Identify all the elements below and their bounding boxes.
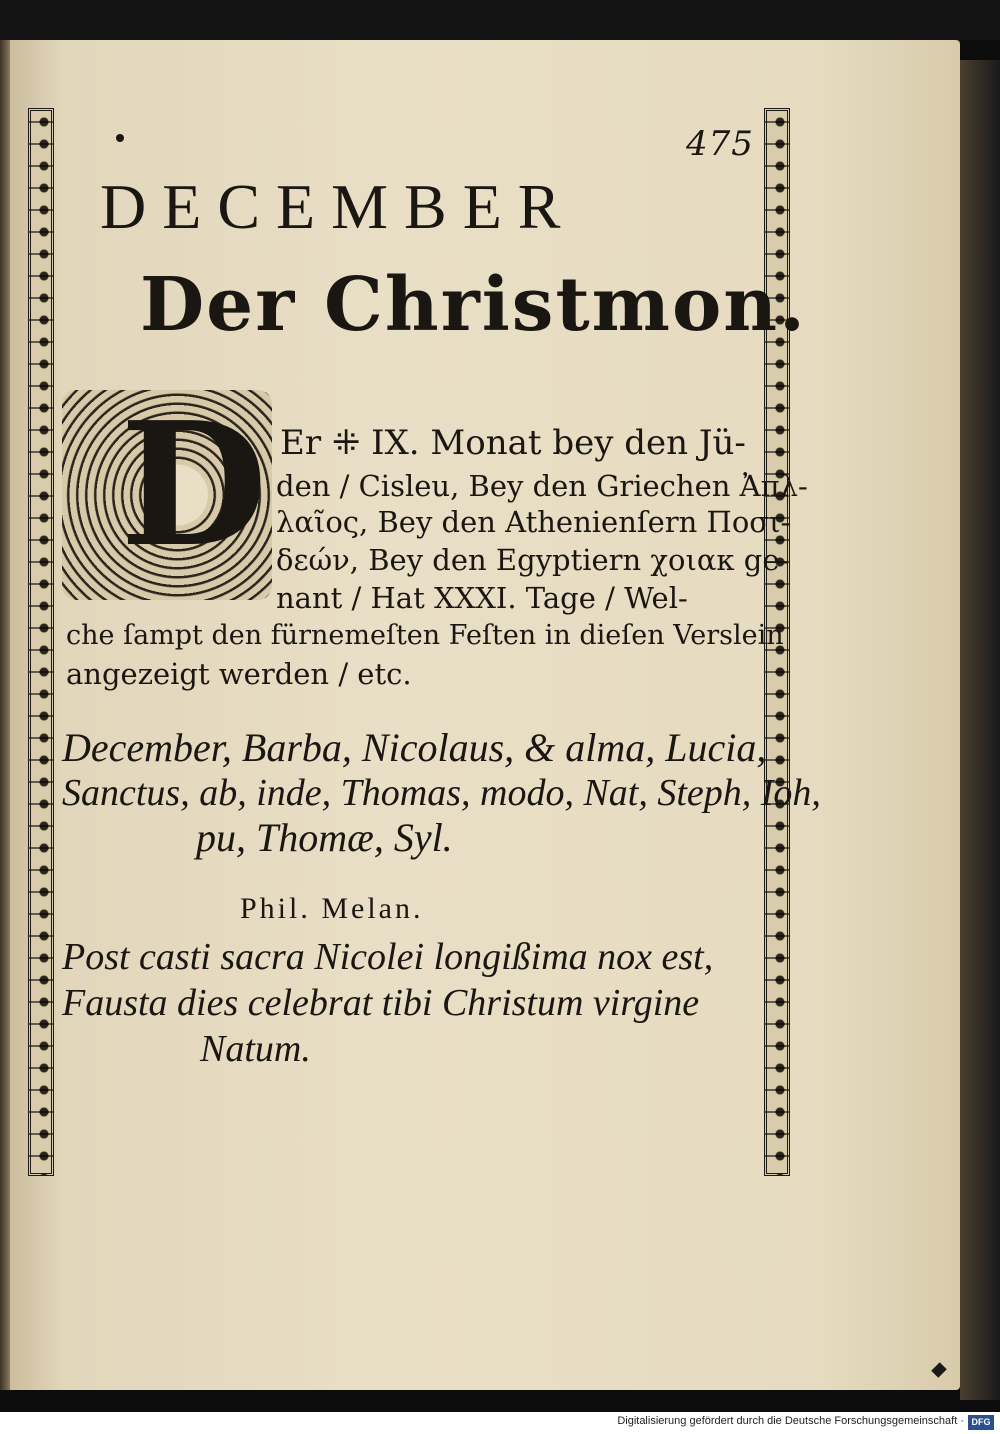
scan-top-edge [0, 0, 1000, 40]
initial-letter: D [120, 385, 268, 585]
dfg-logo-icon: DFG [968, 1415, 994, 1430]
paragraph-line: λαῖος, Bey den Athenienſern Ποσι- [276, 505, 791, 539]
ornament-dot [116, 134, 124, 142]
book-spine [0, 40, 10, 1390]
verse-line: December, Barba, Nicolaus, & alma, Lucia, [62, 725, 767, 770]
distich-line: Post casti sacra Nicolei longißima nox est, [62, 936, 714, 978]
paragraph-line: δεών, Bey den Egyptiern χοιακ ge- [276, 543, 790, 577]
paragraph-line: nant / Hat XXXI. Tage / Wel- [276, 581, 688, 615]
page-edge-shadow [960, 60, 1000, 1400]
footer-credit: Digitalisierung gefördert durch die Deutsche Forschungsgemeinschaft · [617, 1415, 964, 1427]
page-number: 475 [686, 124, 754, 164]
distich-line: Natum. [200, 1028, 311, 1070]
distich-line: Fausta dies celebrat tibi Christum virgine [62, 982, 700, 1024]
ornamental-border-left [28, 108, 54, 1176]
verse-line: Sanctus, ab, inde, Thomas, modo, Nat, Steph, Ioh, [62, 772, 821, 814]
paragraph-line: che ſampt den fürnemeſten Feſten in dieſen Verslein [66, 620, 784, 651]
paragraph-line: Er ⁜ IX. Monat bey den Jü- [280, 423, 746, 463]
decorated-initial [62, 385, 272, 600]
paragraph-line: angezeigt werden / etc. [66, 657, 412, 691]
page-subtitle: Der Christmon. [140, 262, 807, 348]
footer-bar [0, 1412, 1000, 1434]
paragraph-line: den / Cisleu, Bey den Griechen Ἀπλ- [276, 469, 808, 503]
verse-line: pu, Thomæ, Syl. [196, 815, 453, 860]
author-attribution: Phil. Melan. [240, 892, 424, 925]
page-title: DECEMBER [100, 171, 577, 242]
